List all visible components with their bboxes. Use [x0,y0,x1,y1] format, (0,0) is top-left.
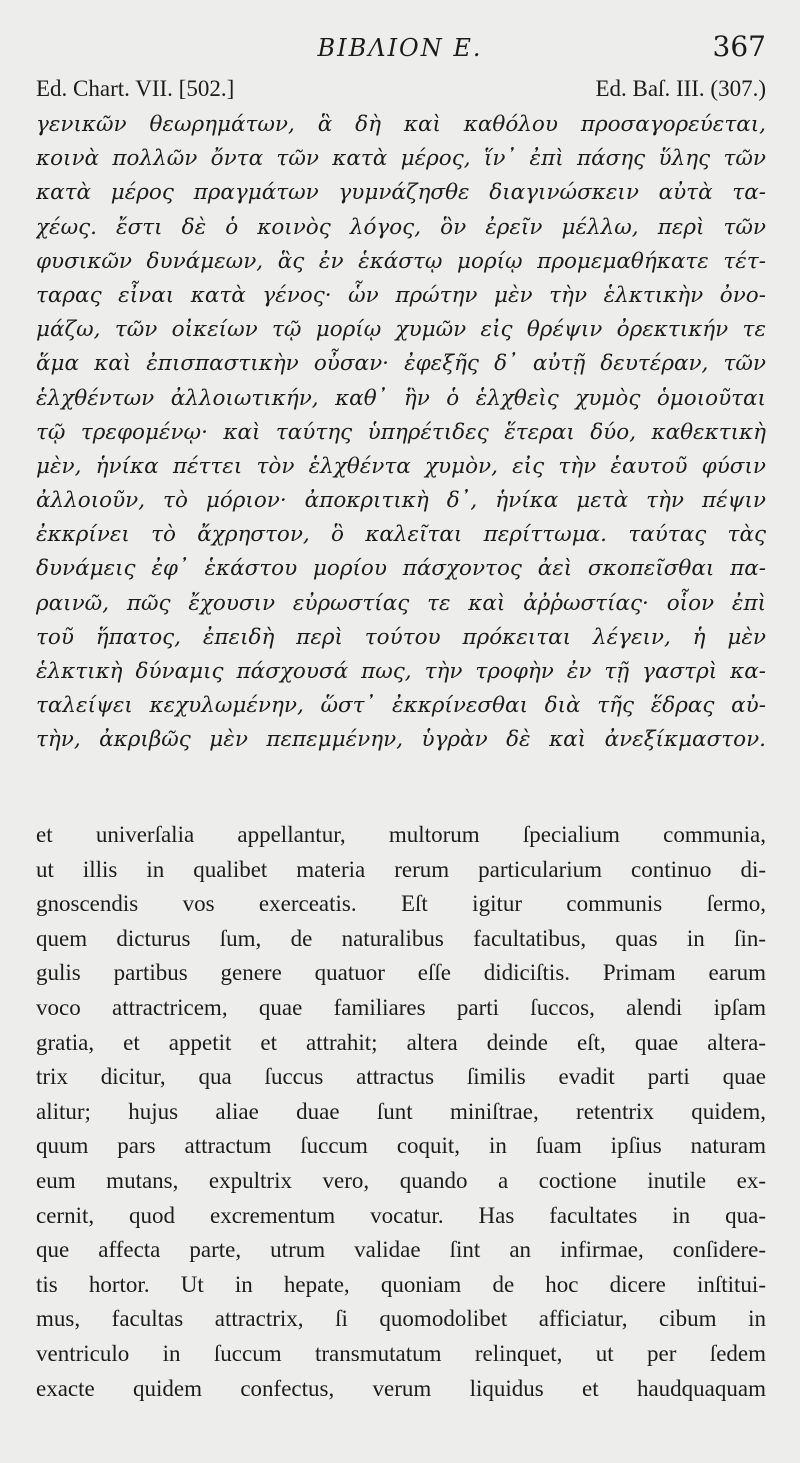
greek-line: ἀλλοιοῦν, τὸ μόριον· ἀποκριτικὴ δ᾽, ἡνίκα μετὰ τὴν πέψιν [36,488,766,514]
latin-line: ventriculo in ſuccum transmutatum relinquet, ut per ſedem [36,1340,766,1366]
greek-line: μάζω, τῶν οἰκείων τῷ μορίῳ χυμῶν εἰς θρέψιν ὀρεκτικήν τε [36,317,766,343]
greek-line: ἅμα καὶ ἐπισπαστικὴν οὖσαν· ἐφεξῆς δ᾽ αὐτῇ δευτέραν, τῶν [36,351,766,377]
edition-basel-reference: Ed. Baſ. III. (307.) [595,76,766,101]
greek-line: κοινὰ πολλῶν ὄντα τῶν κατὰ μέρος, ἵν᾽ ἐπὶ πάσης ὕλης τῶν [36,146,766,172]
edition-reference-line [36,76,766,102]
latin-line: cernit, quod excrementum vocatur. Has facultates in qua- [36,1202,766,1228]
greek-line: ἐκκρίνει τὸ ἄχρηστον, ὃ καλεῖται περίττωμα. ταύτας τὰς [36,522,766,548]
running-title: BIBΛΙΟΝ E. [317,34,483,62]
latin-line: tis hortor. Ut in hepate, quoniam de hoc dicere inſtitui- [36,1271,766,1297]
latin-line: ut illis in qualibet materia rerum particularium continuo di- [36,856,766,882]
greek-text-block [36,108,766,758]
greek-line: ἑλχθέντων ἀλλοιωτικήν, καθ᾽ ἣν ὁ ἑλχθεὶς χυμὸς ὁμοιοῦται [36,385,766,411]
greek-line: τῷ τρεφομένῳ· καὶ ταύτης ὑπηρέτιδες ἕτεραι δύο, καθεκτικὴ [36,419,766,445]
edition-chartier-reference: Ed. Chart. VII. [502.] [36,76,235,101]
latin-line: gulis partibus genere quatuor eſſe didiciſtis. Primam earum [36,960,766,986]
latin-line: gnoscendis vos exerceatis. Eſt igitur communis ſermo, [36,891,766,917]
greek-line: τοῦ ἥπατος, ἐπειδὴ περὶ τούτου πρόκειται λέγειν, ἡ μὲν [36,624,766,650]
latin-line: mus, facultas attractrix, ſi quomodolibet afficiatur, cibum in [36,1306,766,1332]
greek-line: κατὰ μέρος πραγμάτων γυμνάζησθε διαγινώσκειν αὐτὰ τα- [36,180,766,206]
latin-line: trix dicitur, qua ſuccus attractus ſimilis evadit parti quae [36,1064,766,1090]
page-number: 367 [712,30,766,63]
latin-line: et univerſalia appellantur, multorum ſpecialium communia, [36,822,766,847]
latin-line: alitur; hujus aliae duae ſunt miniſtrae, retentrix quidem, [36,1098,766,1124]
greek-line: φυσικῶν δυνάμεων, ἃς ἐν ἑκάστῳ μορίῳ προμεμαθήκατε τέτ- [36,248,766,274]
latin-line: gratia, et appetit et attrahit; altera deinde eſt, quae altera- [36,1029,766,1055]
latin-line: exacte quidem confectus, verum liquidus et haudquaquam [36,1375,766,1401]
latin-line: quum pars attractum ſuccum coquit, in ſuam ipſius naturam [36,1133,766,1159]
greek-line: γενικῶν θεωρημάτων, ἃ δὴ καὶ καθόλου προσαγορεύεται, [36,112,766,137]
greek-line: μὲν, ἡνίκα πέττει τὸν ἑλχθέντα χυμὸν, εἰς τὴν ἑαυτοῦ φύσιν [36,453,766,479]
greek-line: ταλείψει κεχυλωμένην, ὥστ᾽ ἐκκρίνεσθαι διὰ τῆς ἕδρας αὐ- [36,693,766,719]
greek-line: ταρας εἶναι κατὰ γένος· ὧν πρώτην μὲν τὴν ἑλκτικὴν ὀνο- [36,282,766,308]
greek-line: ραινῶ, πῶς ἔχουσιν εὐρωστίας τε καὶ ἀῤῥωστίας· οἷον ἐπὶ [36,590,766,616]
latin-line: quem dicturus ſum, de naturalibus facultatibus, quas in ſin- [36,925,766,951]
latin-line: que affecta parte, utrum validae ſint an infirmae, conſidere- [36,1237,766,1263]
greek-line: χέως. ἔστι δὲ ὁ κοινὸς λόγος, ὃν ἐρεῖν μέλλω, περὶ τῶν [36,214,766,240]
greek-line: ἑλκτικὴ δύναμις πάσχουσά πως, τὴν τροφὴν ἐν τῇ γαστρὶ κα- [36,659,766,684]
latin-text-block [36,818,766,1406]
latin-line: eum mutans, expultrix vero, quando a coctione inutile ex- [36,1167,766,1193]
latin-line: voco attractricem, quae familiares parti ſuccos, alendi ipſam [36,994,766,1020]
greek-line: δυνάμεις ἐφ᾽ ἑκάστου μορίου πάσχοντος ἀεὶ σκοπεῖσθαι πα- [36,556,766,582]
greek-line: τὴν, ἀκριβῶς μὲν πεπεμμένην, ὑγρὰν δὲ καὶ ἀνεξίκμαστον. [36,727,766,753]
